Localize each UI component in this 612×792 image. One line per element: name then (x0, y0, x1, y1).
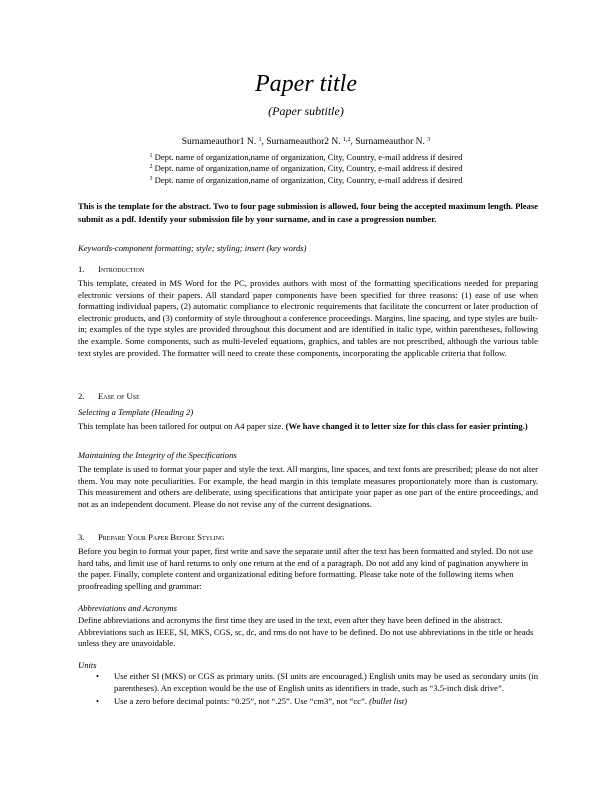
author-separator: , (261, 137, 267, 147)
author-name: Surnameauthor2 N. (266, 137, 341, 147)
bullet-icon: • (96, 696, 100, 707)
affiliation-line (0, 152, 612, 163)
selecting-template-text: This template has been tailored for output on A4 paper size. (78, 421, 286, 431)
affiliation-mark: 1 (149, 153, 153, 159)
selecting-template-paragraph (78, 421, 538, 433)
abstract: This is the template for the abstract. Two to four page submission is allowed, four being the accepted maximum length. Please submit as a pdf. Identify your submission file by your surname, and in case a progression number. (78, 201, 538, 224)
author-list (0, 136, 612, 148)
paper-subtitle: (Paper subtitle) (268, 104, 344, 118)
integrity-paragraph: The template is used to format your paper and style the text. All margins, line spaces, and text fonts are prescribed; please do not alter them. You may note peculiarities. For example, the head margin in this template measures proportionately more than is customary. This measurement and others are deliberate, using specifications that anticipate your paper as one part of the entire proceedings, and not as an independent document. Please do not revise any of the current designations. (78, 464, 538, 509)
keywords: Keywords-component formatting; style; styling; insert (key words) (78, 243, 307, 253)
list-item-italic-note: (bullet list) (369, 696, 408, 707)
selecting-template-bold-note: (We have changed it to letter size for this class for easier printing.) (285, 421, 528, 431)
subsection-heading-integrity: Maintaining the Integrity of the Specifications (78, 450, 237, 460)
affiliation-line (0, 175, 612, 186)
affiliation-line (0, 163, 612, 174)
list-item-text: Use a zero before decimal points: “0.25”, not “.25”. Use “cm3”, not “cc”. (114, 696, 370, 707)
units-bullet-list (96, 671, 538, 710)
section-heading-prepare-paper (78, 532, 538, 544)
affiliation-text: Dept. name of organization,name of organization, City, Country, e-mail address if desired (154, 163, 463, 174)
section-title: Prepare Your Paper Before Styling (98, 532, 225, 542)
introduction-paragraph: This template, created in MS Word for the PC, provides authors with most of the formatting specifications needed for preparing electronic versions of their papers. All standard paper components have been specified for three reasons: (1) ease of use when formatting individual papers, (2) automatic compliance to electronic requirements that facilitate the concurrent or later production of electronic products, and (3) conformity of style throughout a conference proceedings. Margins, line spacing, and type styles are built-in; examples of the type styles are provided throughout this document and are identified in italic type, within parentheses, following the example. Some components, such as multi-leveled equations, graphics, and tables are not prescribed, although the various table text styles are provided. The formatter will need to create these components, incorporating the applicable criteria that follow. (78, 278, 538, 358)
section-number: 2. (78, 391, 85, 401)
subsection-heading-selecting-template: Selecting a Template (Heading 2) (78, 407, 194, 417)
author-affiliation-mark: 1,2 (343, 137, 351, 143)
affiliation-mark: 3 (149, 175, 153, 182)
author-affiliation-mark: 1 (258, 137, 262, 143)
prepare-paper-paragraph: Before you begin to format your paper, first write and save the separate until after the text has been formatted and styled. Do not use hard tabs, and limit use of hard returns to only one return at the end of a paragraph. Do not add any kind of pagination anywhere in the paper. Finally, complete content and organizational editing before formatting. Please take note of the following items when proofreading spelling and grammar: (78, 546, 533, 591)
paper-title: Paper title (255, 71, 357, 97)
section-number: 1. (78, 264, 85, 274)
author-name: Surnameauthor N. (355, 137, 425, 147)
affiliation-text: Dept. name of organization,name of organization, City, Country, e-mail address if desired (154, 152, 463, 162)
subsection-heading-abbreviations: Abbreviations and Acronyms (78, 603, 177, 613)
list-item (96, 696, 538, 708)
affiliation-list (0, 152, 612, 186)
section-title: Introduction (98, 264, 145, 274)
list-item (96, 671, 538, 694)
abbreviations-paragraph: Define abbreviations and acronyms the first time they are used in the text, even after they have been defined in the abstract. Abbreviations such as IEEE, SI, MKS, CGS, sc, dc, and rms do not have to be defined. Do not use abbreviations in the title or heads unless they are unavoidable. (78, 615, 534, 649)
section-heading-ease-of-use (78, 391, 538, 403)
bullet-icon: • (96, 671, 100, 681)
section-title: Ease of Use (98, 391, 140, 401)
subsection-heading-units: Units (78, 660, 97, 670)
author-name: Surnameauthor1 N. (181, 137, 257, 147)
section-heading-introduction (78, 264, 538, 276)
section-number: 3. (78, 532, 85, 542)
affiliation-text: Dept. name of organization,name of organization, City, Country, e-mail address if desired (154, 174, 463, 185)
author-separator: , (350, 137, 356, 147)
affiliation-mark: 2 (149, 164, 153, 171)
list-item-text: Use either SI (MKS) or CGS as primary units. (SI units are encouraged.) English units may be used as secondary units (in parentheses). An exception would be the use of English units as identifiers in trade, such as “3.5-inch disk drive”. (114, 671, 538, 693)
author-affiliation-mark: 3 (427, 137, 431, 143)
